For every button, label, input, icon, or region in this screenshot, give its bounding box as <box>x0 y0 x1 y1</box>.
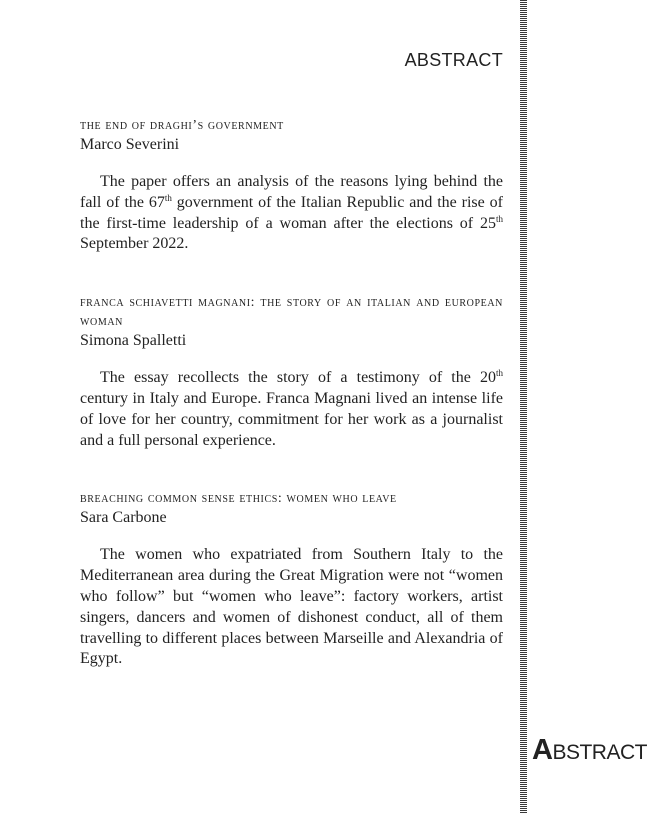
abstract-text: century in Italy and Europe. Franca Magnani lived an intense life of love for her country, commitment for her work as a journalist and a full personal experience. <box>80 389 503 449</box>
ordinal-suffix: th <box>164 192 172 203</box>
ordinal-suffix: th <box>495 213 503 224</box>
article-abstract <box>80 172 503 255</box>
abstract-list <box>80 116 503 708</box>
abstract-text: The essay recollects the story of a testimony of the 20 <box>100 369 496 387</box>
article-title: breaching common sense ethics: women who leave <box>80 491 397 507</box>
abstract-entry <box>80 116 503 255</box>
page-header: ABSTRACT <box>404 50 503 70</box>
article-author: Marco Severini <box>80 136 180 153</box>
article-abstract <box>80 368 503 451</box>
side-label-initial: A <box>532 734 553 766</box>
ordinal-suffix: th <box>495 368 503 379</box>
article-author: Sara Carbone <box>80 509 167 527</box>
side-section-label <box>532 734 647 767</box>
abstract-text: government of the Italian Republic and the rise of the first-time leadership of a woman after the elections of 25 <box>80 193 503 232</box>
abstract-entry <box>80 293 503 451</box>
article-title: franca schiavetti magnani: the story of an italian and european woman <box>80 295 503 330</box>
side-label-rest: BSTRACT <box>552 741 647 764</box>
abstract-entry <box>80 489 503 670</box>
abstract-text: September 2022. <box>80 235 189 253</box>
article-abstract <box>80 545 503 670</box>
article-author: Simona Spalletti <box>80 332 187 350</box>
abstract-text: The paper offers an analysis of the reasons lying behind the fall of the 67 <box>80 173 503 211</box>
side-bar-decoration <box>520 0 527 813</box>
article-title: the end of draghi’s government <box>80 118 284 133</box>
abstract-text: The women who expatriated from Southern Italy to the Mediterranean area during the Great Migration were not “women who follow” but “women who leave”: factory workers, artist singers, dancers and women of dishonest conduct, all of them travelling to different places between Marseille and Alexandria of Egypt. <box>80 546 503 668</box>
